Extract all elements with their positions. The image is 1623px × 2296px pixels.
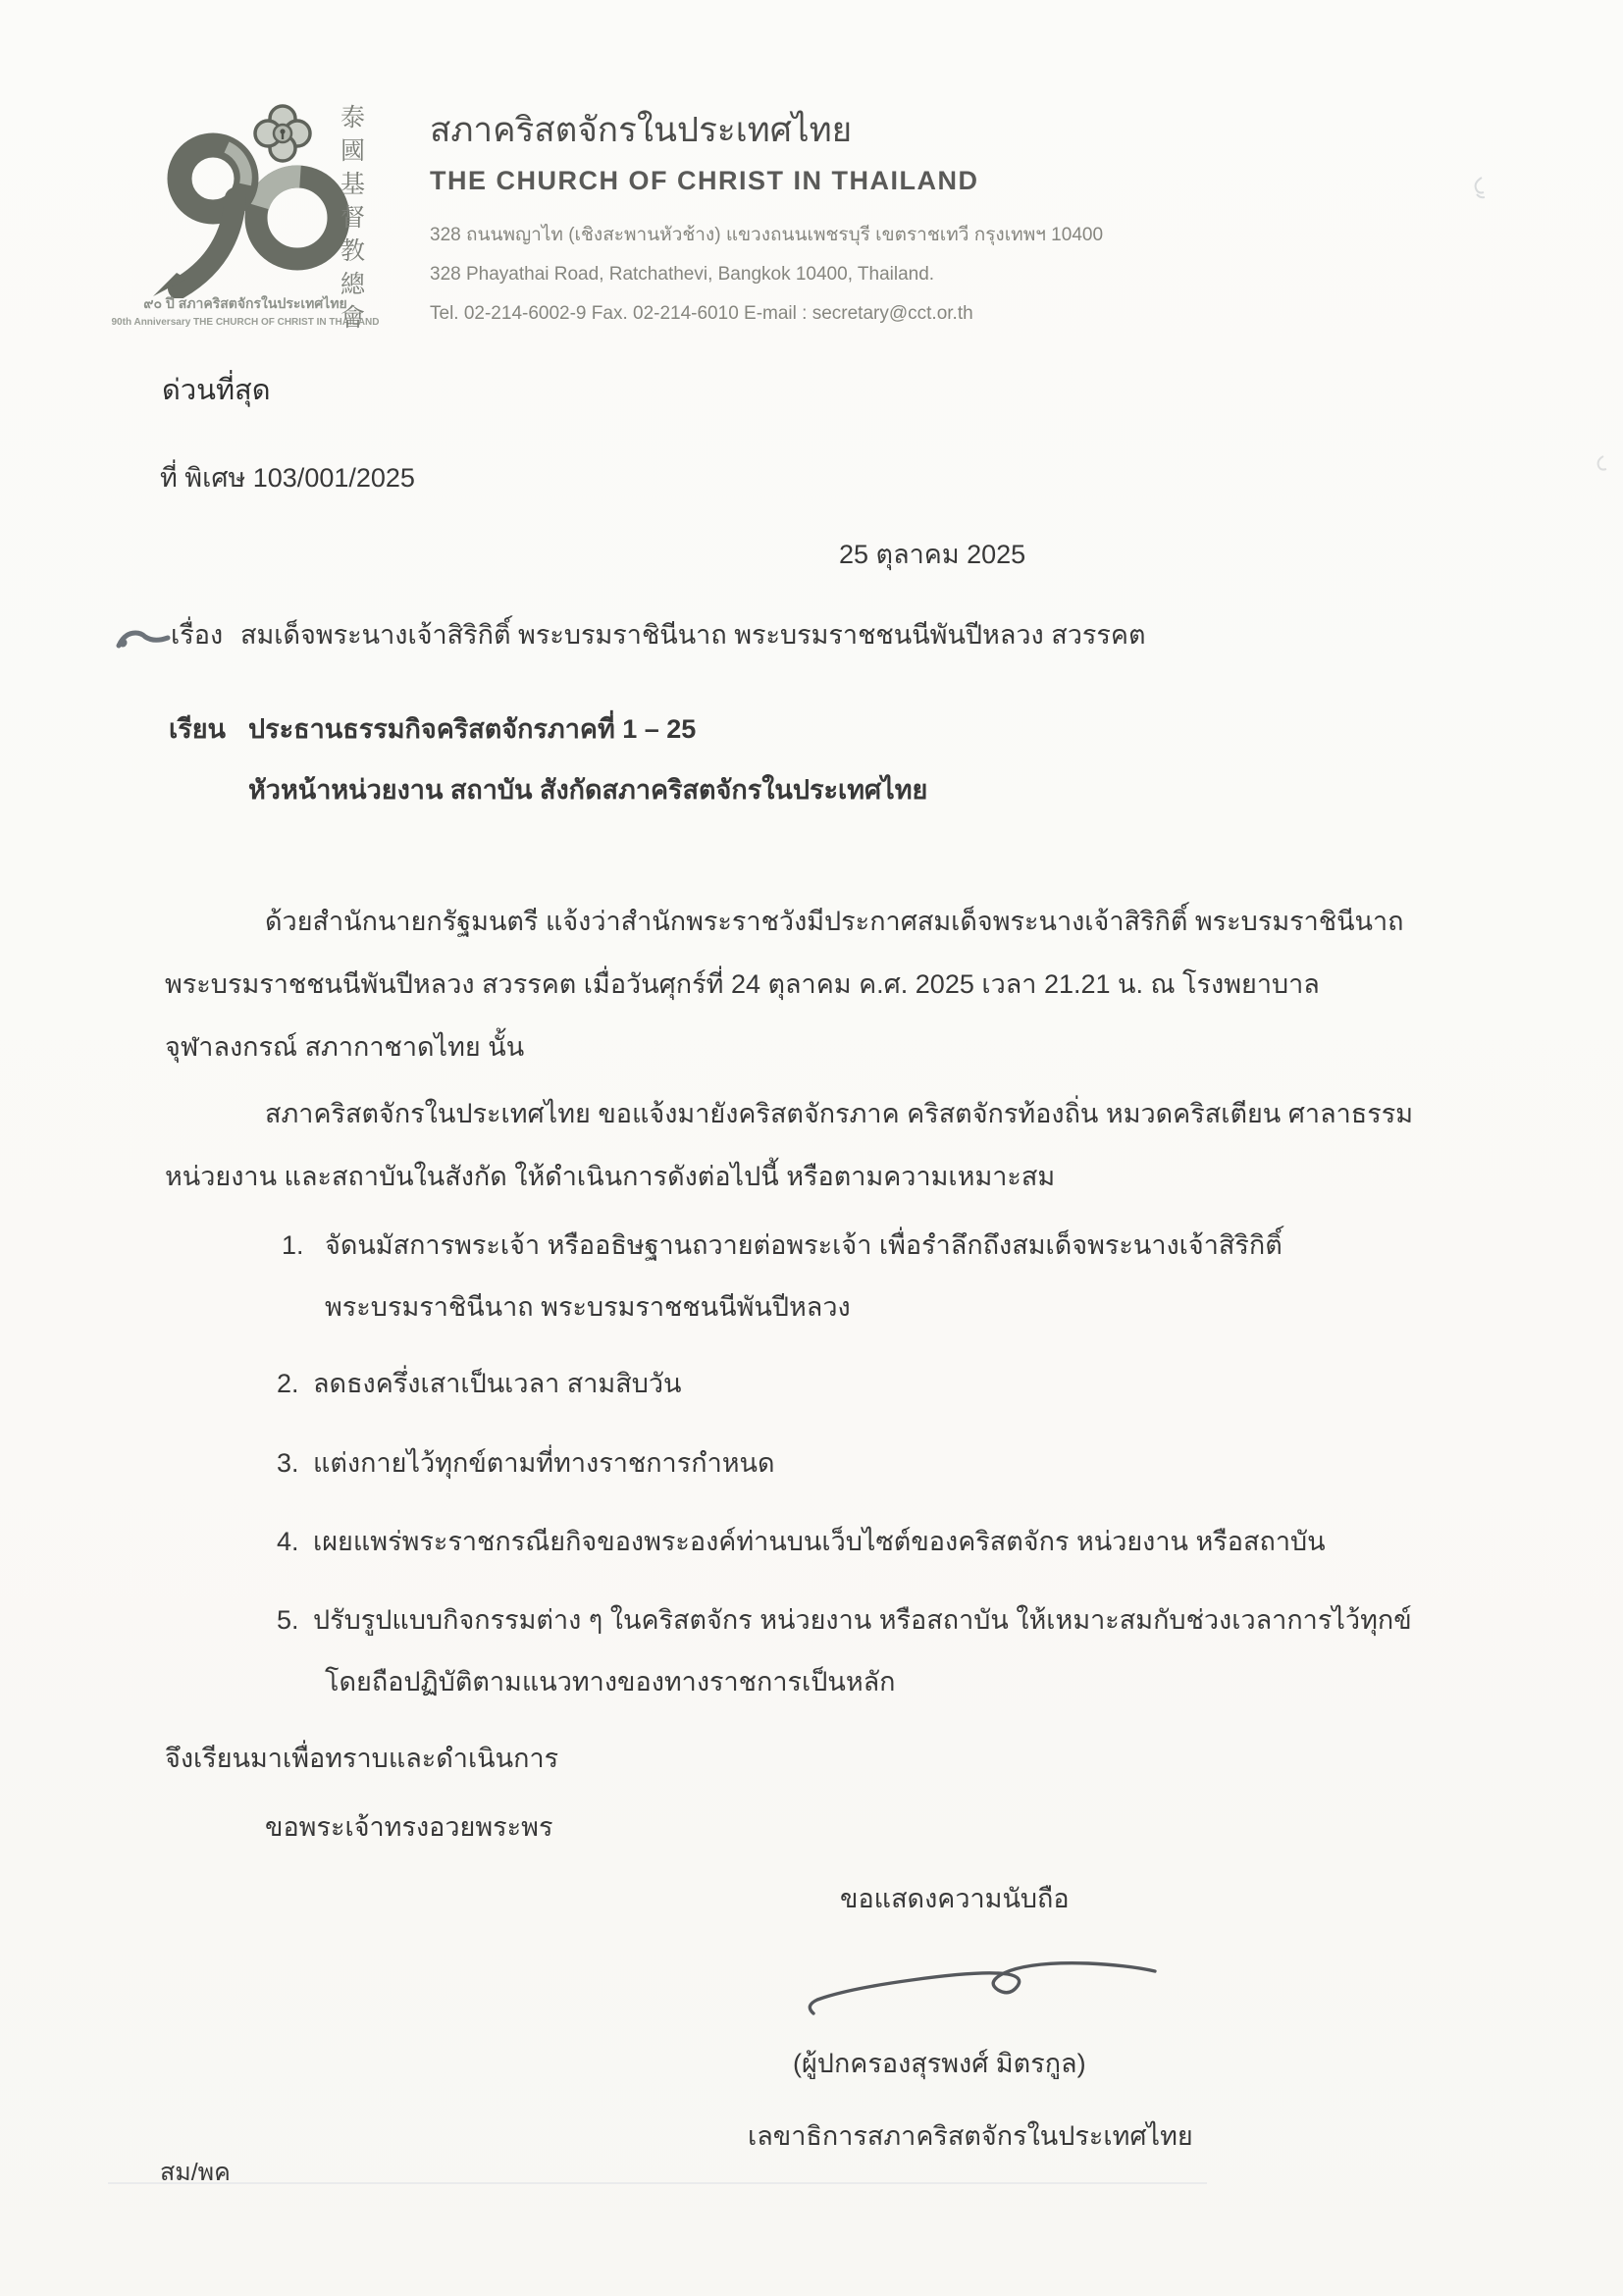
paragraph2-line1: สภาคริสตจักรในประเทศไทย ขอแจ้งมายังคริสตจักรภาค คริสตจักรท้องถิ่น หมวดคริสเตียน ศาลาธรรม <box>265 1099 1414 1128</box>
list-item-5-number: 5. <box>277 1605 299 1635</box>
list-item-1-line2: พระบรมราชินีนาถ พระบรมราชชนนีพันปีหลวง <box>325 1292 851 1322</box>
recipient-line2: หัวหน้าหน่วยงาน สถาบัน สังกัดสภาคริสตจักรในประเทศไทย <box>248 775 928 805</box>
recipient-label: เรียน <box>169 714 227 744</box>
scan-artifact-line <box>108 2182 1207 2184</box>
logo-caption-english: 90th Anniversary THE CHURCH OF CHRIST IN THAILAND <box>111 317 380 328</box>
paragraph1-line2: พระบรมราชชนนีพันปีหลวง สวรรคต เมื่อวันศุกร์ที่ 24 ตุลาคม ค.ศ. 2025 เวลา 21.21 น. ณ โรงพยาบาล <box>165 969 1320 999</box>
org-address-thai: 328 ถนนพญาไท (เชิงสะพานหัวช้าง) แขวงถนนเพชรบุรี เขตราชเทวี กรุงเทพฯ 10400 <box>430 225 1104 245</box>
drafter-initials: สม/พค <box>160 2159 231 2186</box>
urgency-label: ด่วนที่สุด <box>162 375 271 406</box>
list-item-1-number: 1. <box>282 1230 304 1260</box>
scan-artifact <box>1592 453 1609 475</box>
salutation: ขอแสดงความนับถือ <box>840 1884 1070 1913</box>
list-item-4-line1: เผยแพร่พระราชกรณียกิจของพระองค์ท่านบนเว็บไซต์ของคริสตจักร หน่วยงาน หรือสถาบัน <box>313 1527 1326 1556</box>
paragraph1-line1: ด้วยสำนักนายกรัฐมนตรี แจ้งว่าสำนักพระราชวังมีประกาศสมเด็จพระนางเจ้าสิริกิติ์ พระบรมราชินีนาถ <box>265 907 1404 936</box>
signer-title: เลขาธิการสภาคริสตจักรในประเทศไทย <box>748 2121 1193 2151</box>
org-contact-line: Tel. 02-214-6002-9 Fax. 02-214-6010 E-mail : secretary@cct.or.th <box>430 303 973 324</box>
list-item-2-number: 2. <box>277 1369 299 1398</box>
org-name-thai: สภาคริสตจักรในประเทศไทย <box>430 111 853 149</box>
blessing-line: ขอพระเจ้าทรงอวยพระพร <box>265 1812 553 1842</box>
reference-number: ที่ พิเศษ 103/001/2025 <box>160 463 415 493</box>
list-item-5-line2: โดยถือปฏิบัติตามแนวทางของทางราชการเป็นหลัก <box>325 1667 896 1696</box>
list-item-4-number: 4. <box>277 1527 299 1556</box>
list-item-1-line1: จัดนมัสการพระเจ้า หรืออธิษฐานถวายต่อพระเจ้า เพื่อรำลึกถึงสมเด็จพระนางเจ้าสิริกิติ์ <box>325 1230 1283 1260</box>
logo-caption-thai: ๙๐ ปี สภาคริสตจักรในประเทศไทย <box>143 295 347 311</box>
list-item-5-line1: ปรับรูปแบบกิจกรรมต่าง ๆ ในคริสตจักร หน่วยงาน หรือสถาบัน ให้เหมาะสมกับช่วงเวลาการไว้ทุกข์ <box>313 1605 1412 1635</box>
scan-artifact <box>1468 175 1490 200</box>
pen-check-mark <box>114 624 171 653</box>
subject-text: สมเด็จพระนางเจ้าสิริกิติ์ พระบรมราชินีนาถ พระบรมราชชนนีพันปีหลวง สวรรคต <box>240 620 1146 650</box>
org-name-chinese: 泰國基督教總會 <box>337 104 365 338</box>
letter-date: 25 ตุลาคม 2025 <box>839 540 1026 569</box>
list-item-3-number: 3. <box>277 1448 299 1478</box>
paragraph2-line2: หน่วยงาน และสถาบันในสังกัด ให้ดำเนินการดังต่อไปนี้ หรือตามความเหมาะสม <box>165 1162 1056 1191</box>
list-item-3-line1: แต่งกายไว้ทุกข์ตามที่ทางราชการกำหนด <box>313 1448 775 1478</box>
recipient-line1: ประธานธรรมกิจคริสตจักรภาคที่ 1 – 25 <box>248 714 697 744</box>
subject-label: เรื่อง <box>171 620 224 650</box>
org-name-english: THE CHURCH OF CHRIST IN THAILAND <box>430 166 979 195</box>
signature-mark <box>800 1953 1168 2031</box>
paragraph1-line3: จุฬาลงกรณ์ สภากาชาดไทย นั้น <box>165 1032 525 1062</box>
action-line: จึงเรียนมาเพื่อทราบและดำเนินการ <box>165 1744 559 1773</box>
list-item-2-line1: ลดธงครึ่งเสาเป็นเวลา สามสิบวัน <box>313 1369 682 1398</box>
org-address-english: 328 Phayathai Road, Ratchathevi, Bangkok 10400, Thailand. <box>430 264 935 285</box>
signer-name: (ผู้ปกครองสุรพงศ์ มิตรกูล) <box>793 2049 1086 2078</box>
